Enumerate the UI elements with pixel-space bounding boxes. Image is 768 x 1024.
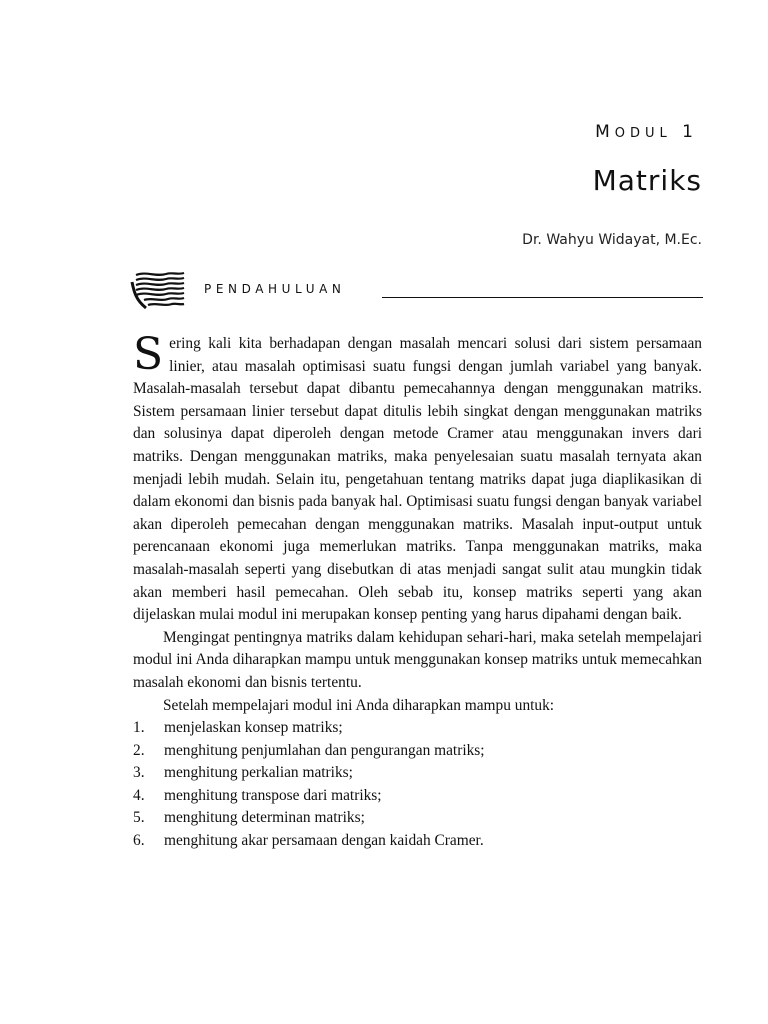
intro-paragraph-1-text: ering kali kita berhadapan dengan masalah mencari solusi dari sistem persamaan linier, atau masalah optimisasi suatu fungsi dengan jumlah variabel yang banyak. Masalah-masalah tersebut dapat dibantu pemecahannya dengan menggunakan matriks. Sistem persamaan linier tersebut dapat ditulis lebih singkat dengan menggunakan matriks dan solusinya dapat diperoleh dengan metode Cramer atau menggunakan invers dari matriks. Dengan menggunakan matriks, maka penyelesaian suatu masalah ternyata akan menjadi lebih mudah. Selain itu, pengetahuan tentang matriks dapat juga diaplikasikan di dalam ekonomi dan bisnis pada banyak hal. Optimisasi suatu fungsi dengan banyak variabel akan diperoleh pemecahan dengan menggunakan matriks. Masalah input-output untuk perencanaan ekonomi juga memerlukan matriks. Tanpa menggunakan matriks, maka masalah-masalah seperti yang disebutkan di atas menjadi sangat sulit atau mungkin tidak akan memberi hasil pemecahan. Oleh sebab itu, konsep matriks seperti yang akan dijelaskan mulai modul ini merupakan konsep penting yang harus dipahami dengan baik. <box>133 335 702 624</box>
objectives-list <box>133 717 702 853</box>
section-heading: PENDAHULUAN <box>204 282 346 296</box>
list-item-number: 5. <box>133 809 145 827</box>
list-item-number: 6. <box>133 832 145 850</box>
list-item <box>133 785 702 808</box>
list-item-number: 2. <box>133 741 145 759</box>
list-item-number: 3. <box>133 764 145 782</box>
list-item-text: menghitung akar persamaan dengan kaidah Cramer. <box>164 832 484 850</box>
introduction-body <box>133 329 702 853</box>
list-item-text: menghitung transpose dari matriks; <box>164 786 382 804</box>
intro-paragraph-2: Mengingat pentingnya matriks dalam kehidupan sehari-hari, maka setelah mempelajari modul ini Anda diharapkan mampu untuk menggunakan konsep matriks untuk memecahkan masalah ekonomi dan bisnis tertentu. <box>133 628 702 691</box>
list-item-text: menghitung determinan matriks; <box>164 809 365 827</box>
list-item <box>133 830 702 853</box>
module-title: Matriks <box>592 164 702 197</box>
list-item-text: menghitung penjumlahan dan pengurangan matriks; <box>164 741 485 759</box>
list-item <box>133 717 702 740</box>
author-name: Dr. Wahyu Widayat, M.Ec. <box>522 232 702 248</box>
section-header <box>130 270 703 310</box>
list-item-number: 4. <box>133 786 145 804</box>
intro-paragraph-1 <box>133 329 702 627</box>
drop-cap: S <box>133 329 164 380</box>
module-number: 1 <box>682 122 698 142</box>
list-item-text: menjelaskan konsep matriks; <box>164 719 343 737</box>
section-divider <box>382 297 703 298</box>
open-book-icon <box>130 270 186 310</box>
intro-paragraph-3: Setelah mempelajari modul ini Anda diharapkan mampu untuk: <box>163 696 555 714</box>
module-label <box>595 122 698 142</box>
list-item-number: 1. <box>133 719 145 737</box>
list-item-text: menghitung perkalian matriks; <box>164 764 353 782</box>
list-item <box>133 762 702 785</box>
list-item <box>133 740 702 763</box>
list-item <box>133 807 702 830</box>
module-label-rest: ODUL <box>614 126 672 141</box>
module-label-first-letter: M <box>595 122 615 142</box>
